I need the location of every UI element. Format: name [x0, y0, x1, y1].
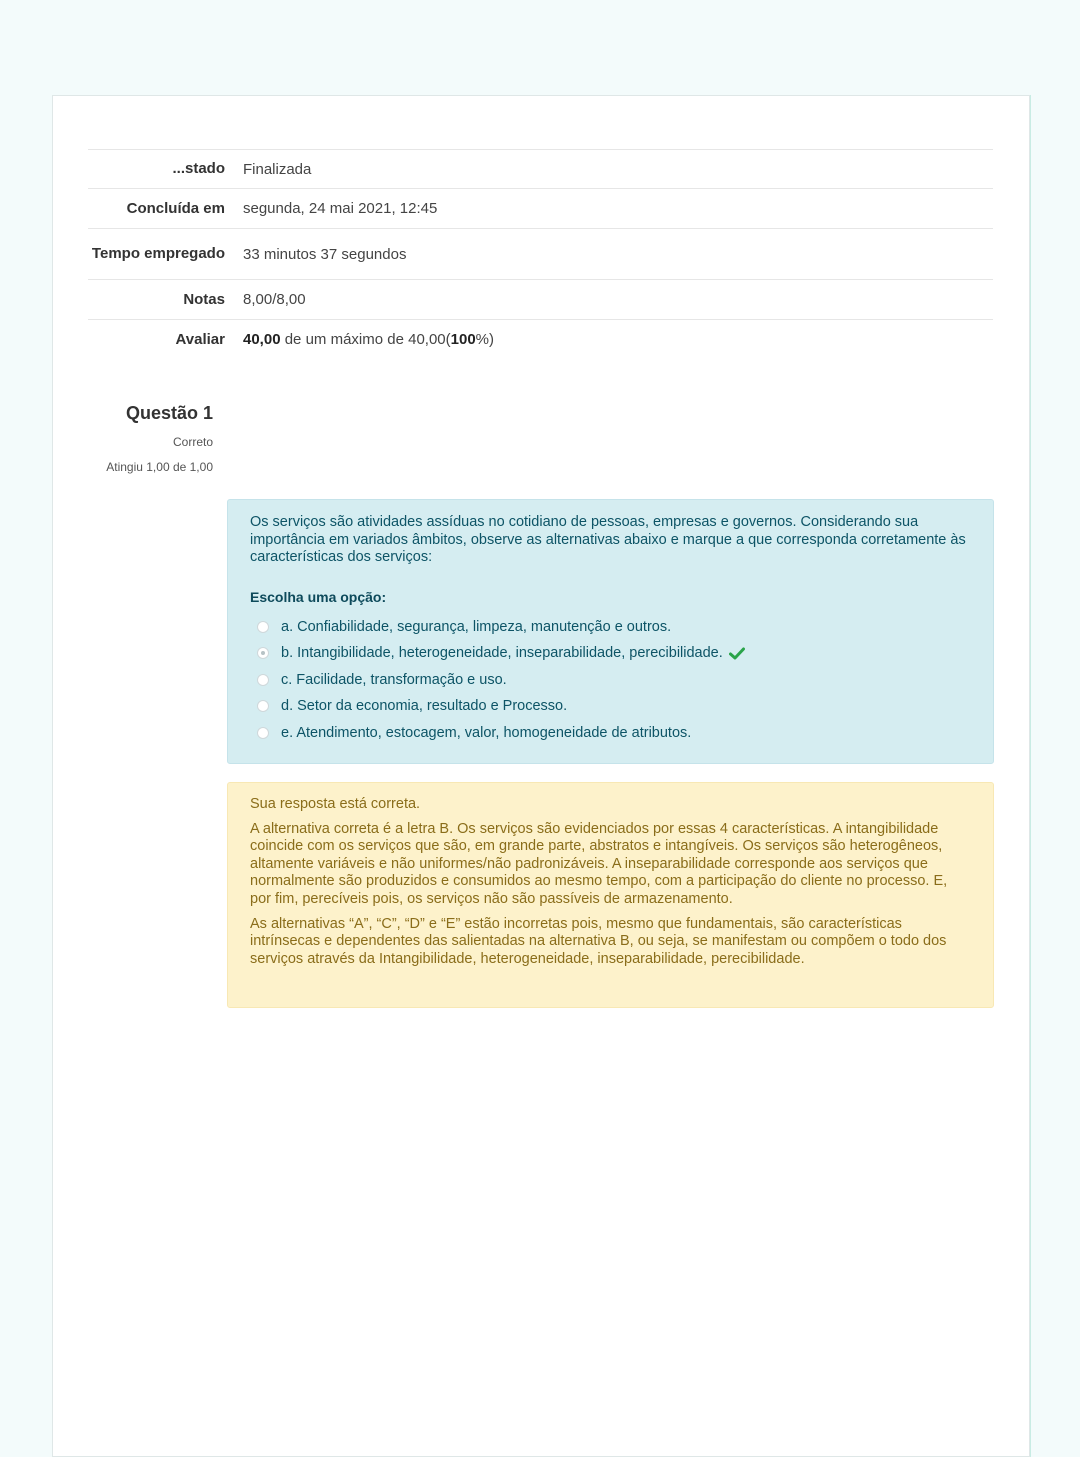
summary-row-estado: [88, 150, 993, 189]
answer-option-e[interactable]: [250, 720, 971, 747]
avaliar-percent: 100: [450, 331, 476, 349]
question-number: 1: [202, 403, 213, 423]
tempo-label: Tempo empregado: [91, 245, 225, 262]
correct-check-icon: [729, 647, 745, 660]
question-title: [93, 396, 213, 430]
summary-row-notas: [88, 280, 993, 320]
avaliar-percent-suffix: %): [475, 331, 495, 349]
attempt-summary-table: [88, 149, 993, 360]
estado-label: ...stado: [172, 160, 225, 177]
concluida-value: segunda, 24 mai 2021, 12:45: [243, 200, 438, 217]
feedback-status: Sua resposta está correta.: [250, 796, 421, 812]
feedback-incorrect-note: As alternativas “A”, “C”, “D” e “E” estão incorretas pois, mesmo que fundamentais, são características intrínsecas e dependentes das salientadas na alternativa B, ou seja, se manifestam ou compõem o todo dos serviços através da Intangibilidade, heterogeneidade, inseparabilidade, perecibilidade.: [250, 915, 947, 967]
concluida-label: Concluída em: [126, 199, 225, 217]
avaliar-score: 40,00: [243, 331, 281, 349]
quiz-review-card: [52, 95, 1030, 1457]
answer-option-label: b. Intangibilidade, heterogeneidade, inseparabilidade, perecibilidade.: [281, 645, 723, 662]
answer-option-a[interactable]: [250, 614, 971, 641]
notas-value: 8,00/8,00: [243, 291, 306, 308]
avaliar-max: de um máximo de 40,00(: [280, 331, 451, 349]
avaliar-value: [234, 320, 993, 360]
radio-option-e[interactable]: [257, 727, 269, 739]
notas-label: Notas: [183, 290, 225, 308]
answer-option-b[interactable]: [250, 640, 971, 667]
summary-row-tempo: [88, 229, 993, 280]
question-formulation: [227, 499, 994, 764]
answer-options: [250, 614, 971, 747]
question-title-label: Questão: [125, 403, 203, 423]
answer-option-d[interactable]: [250, 693, 971, 720]
tempo-value: 33 minutos 37 segundos: [243, 245, 407, 263]
feedback-explanation: A alternativa correta é a letra B. Os serviços são evidenciados por essas 4 características. A intangibilidade coincide com os serviços que são, em grande parte, abstratos e intangíveis. Os serviços são heterogêneos, altamente variáveis e não uniformes/não padronizáveis. A inseparabilidade corresponde aos serviços que normalmente são produzidos e consumidos ao mesmo tempo, com a participação do cliente no processo. E, por fim, perecíveis pois, os serviços não são passíveis de armazenamento.: [250, 820, 948, 907]
answer-prompt: Escolha uma opção:: [250, 588, 387, 605]
answer-option-label: d. Setor da economia, resultado e Processo.: [281, 698, 568, 715]
answer-option-label: e. Atendimento, estocagem, valor, homogeneidade de atributos.: [281, 724, 692, 741]
summary-row-concluida: [88, 189, 993, 229]
avaliar-label: Avaliar: [175, 330, 225, 348]
answer-option-c[interactable]: [250, 667, 971, 694]
general-feedback: [227, 782, 994, 1008]
radio-option-c[interactable]: [257, 674, 269, 686]
summary-row-avaliar: [88, 320, 993, 360]
estado-value: Finalizada: [243, 160, 312, 178]
radio-option-b[interactable]: [257, 647, 269, 659]
answer-option-label: c. Facilidade, transformação e uso.: [281, 671, 507, 688]
question-info: [93, 396, 213, 480]
question-grade: Atingiu 1,00 de 1,00: [106, 460, 213, 474]
radio-option-d[interactable]: [257, 700, 269, 712]
question-text: Os serviços são atividades assíduas no cotidiano de pessoas, empresas e governos. Considerando sua importância em variados âmbitos, observe as alternativas abaixo e marque a que corresponda corretamente às características dos serviços:: [250, 514, 966, 565]
radio-option-a[interactable]: [257, 621, 269, 633]
answer-option-label: a. Confiabilidade, segurança, limpeza, manutenção e outros.: [281, 618, 672, 635]
question-state: Correto: [172, 435, 213, 449]
